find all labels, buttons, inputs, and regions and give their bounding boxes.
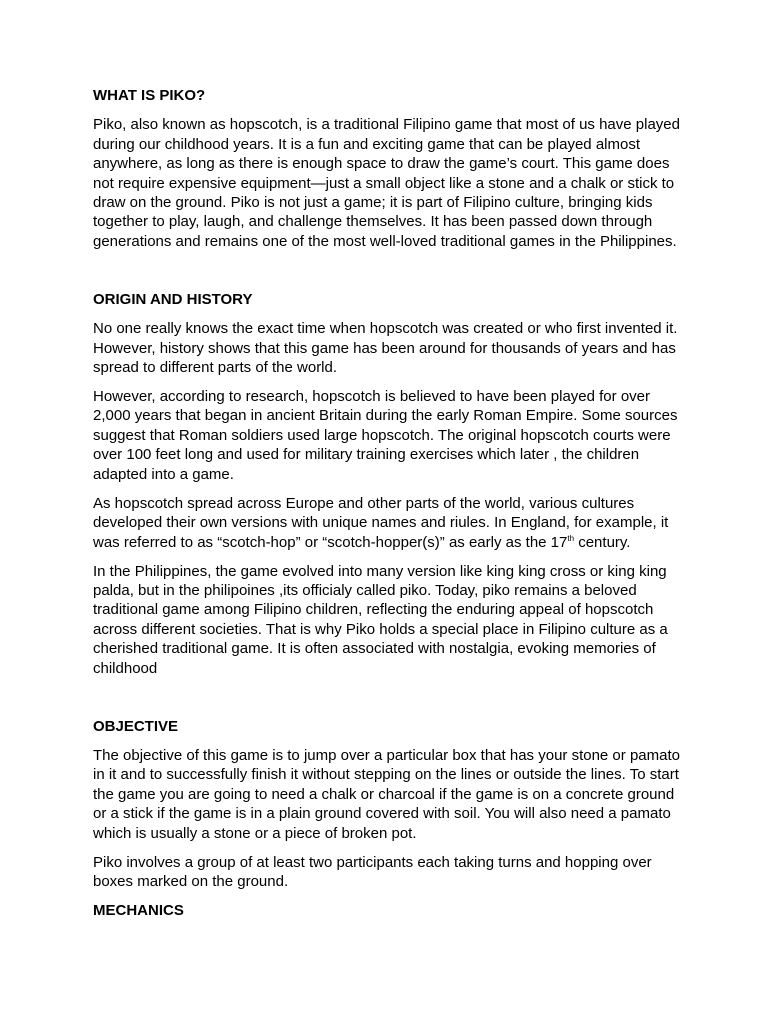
heading-origin-and-history: ORIGIN AND HISTORY xyxy=(93,290,253,308)
paragraph-origin-3 xyxy=(93,494,683,552)
paragraph-origin-4: In the Philippines, the game evolved into many version like king king cross or king king palda, but in the philipoines ,its officialy called piko. Today, piko remains a beloved traditional game among Filipino children, reflecting the enduring appeal of hopscotch across different societies. That is why Piko holds a special place in Filipino culture as a cherished traditional game. It is often associated with nostalgia, evoking memories of childhood xyxy=(93,562,668,677)
document-page xyxy=(93,86,683,930)
paragraph-objective-2: Piko involves a group of at least two participants each taking turns and hopping over boxes marked on the ground. xyxy=(93,853,652,890)
paragraph-origin-3-text: As hopscotch spread across Europe and other parts of the world, various cultures developed their own versions with unique names and riules. In England, for example, it was referred to as “scotch-hop” or “scotch-hopper(s)” as early as the 17 xyxy=(93,494,669,551)
paragraph-objective-1: The objective of this game is to jump over a particular box that has your stone or pamato in it and to successfully finish it without stepping on the lines or outside the lines. To start the game you are going to need a chalk or charcoal if the game is on a concrete ground or a stick if the game is in a plain ground covered with soil. You will also need a pamato which is usually a stone or a piece of broken pot. xyxy=(93,746,680,842)
paragraph-what-is-piko: Piko, also known as hopscotch, is a traditional Filipino game that most of us have played during our childhood years. It is a fun and exciting game that can be played almost anywhere, as long as there is enough space to draw the game’s court. This game does not require expensive equipment—just a small object like a stone and a chalk or stick to draw on the ground. Piko is not just a game; it is part of Filipino culture, bringing kids together to play, laugh, and challenge themselves. It has been passed down through generations and remains one of the most well-loved traditional games in the Philippines. xyxy=(93,116,680,250)
heading-mechanics: MECHANICS xyxy=(93,901,184,919)
paragraph-origin-1: No one really knows the exact time when hopscotch was created or who first invented it. However, history shows that this game has been around for thousands of years and has spread to different parts of the world. xyxy=(93,320,678,377)
superscript-th: th xyxy=(567,533,575,543)
paragraph-origin-3-end: century. xyxy=(574,533,631,551)
heading-what-is-piko: WHAT IS PIKO? xyxy=(93,87,206,104)
section-gap xyxy=(93,261,683,290)
section-gap xyxy=(93,688,683,717)
heading-objective: OBJECTIVE xyxy=(93,717,179,735)
paragraph-origin-2: However, according to research, hopscotch is believed to have been played for over 2,000 years that began in ancient Britain during the early Roman Empire. Some sources suggest that Roman soldiers used large hopscotch. The original hopscotch courts were over 100 feet long and used for military training exercises which later , the children adapted into a game. xyxy=(93,388,678,483)
